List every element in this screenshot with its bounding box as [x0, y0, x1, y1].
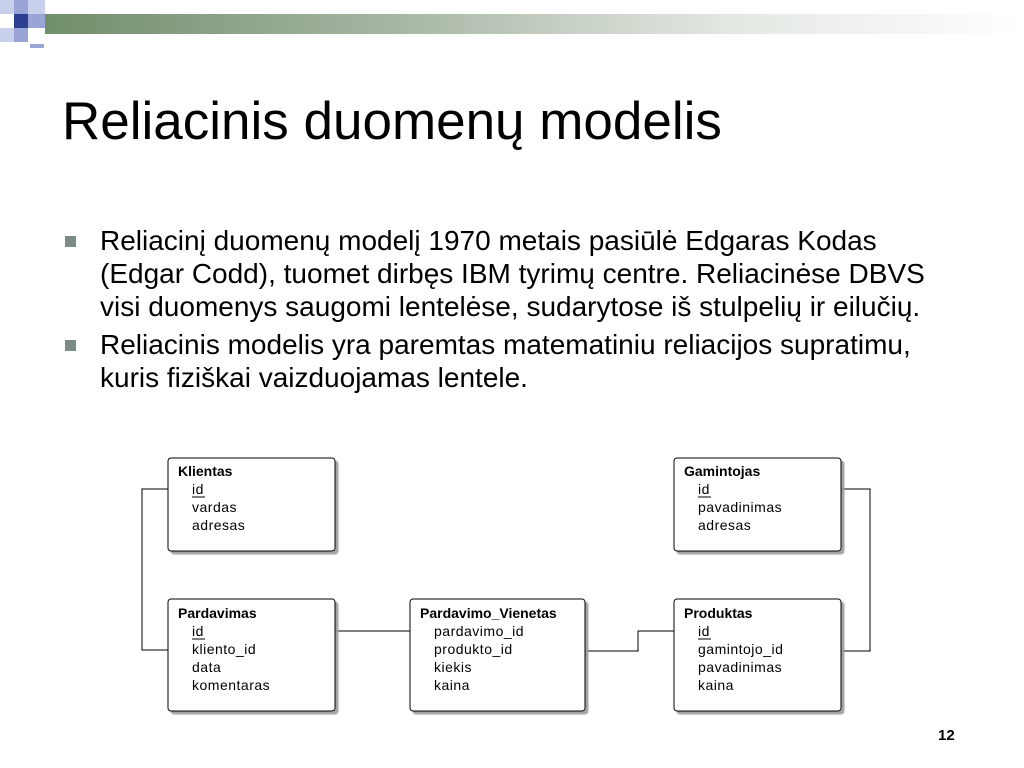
entity-field: gamintojo_id — [698, 641, 784, 657]
entity-field: vardas — [192, 499, 238, 515]
bullet-square-icon — [65, 340, 76, 351]
slide-title: Reliacinis duomenų modelis — [62, 92, 722, 151]
bullet-item — [62, 328, 962, 394]
deco-square — [0, 14, 14, 28]
bullet-square-icon — [65, 236, 76, 247]
bullet-text: Reliacinis modelis yra paremtas matematiniu reliacijos supratimu, kuris fiziškai vaizduojamas lentele. — [100, 329, 911, 393]
entity-produktas — [674, 599, 841, 711]
entity-field: produkto_id — [434, 641, 513, 657]
bullet-text: Reliacinį duomenų modelį 1970 metais pasiūlė Edgaras Kodas (Edgar Codd), tuomet dirbęs IBM tyrimų centre. Reliacinėse DBVS visi duomenys saugomi lentelėse, sudarytose iš stulpelių ir eilučių. — [100, 225, 925, 322]
entity-field: adresas — [698, 517, 752, 533]
top-decoration-bar — [0, 0, 1024, 48]
gradient-band — [45, 14, 1024, 34]
entity-title: Pardavimo_Vienetas — [420, 605, 557, 621]
entity-title: Produktas — [684, 605, 753, 621]
er-diagram — [130, 450, 890, 730]
deco-square — [0, 0, 14, 14]
entity-field: pavadinimas — [698, 659, 783, 675]
bullet-list — [62, 224, 962, 399]
bullet-item — [62, 224, 962, 323]
deco-square — [28, 0, 45, 14]
entity-pardavimas — [168, 599, 335, 711]
entity-gamintojas — [674, 458, 841, 551]
deco-square — [0, 28, 14, 42]
entity-field: pardavimo_id — [434, 623, 525, 639]
entity-field: id — [698, 623, 710, 639]
entity-field: kaina — [698, 677, 734, 693]
entity-title: Pardavimas — [178, 605, 257, 621]
entity-field: kiekis — [434, 659, 473, 675]
entity-field: id — [192, 623, 204, 639]
deco-square — [28, 14, 45, 28]
entity-field: id — [192, 481, 204, 497]
deco-square — [14, 14, 28, 28]
deco-square — [14, 28, 28, 42]
entity-field: kaina — [434, 677, 470, 693]
page-number: 12 — [938, 727, 955, 744]
entity-field: adresas — [192, 517, 246, 533]
entity-field: kliento_id — [192, 641, 257, 657]
entity-title: Gamintojas — [684, 463, 761, 479]
entity-title: Klientas — [178, 463, 233, 479]
deco-square — [14, 0, 28, 14]
entity-field: id — [698, 481, 710, 497]
entity-field: data — [192, 659, 222, 675]
deco-square — [30, 44, 44, 48]
entity-field: pavadinimas — [698, 499, 783, 515]
entity-pardavimo-vienetas — [410, 599, 585, 711]
entity-klientas — [168, 458, 335, 551]
entity-field: komentaras — [192, 677, 271, 693]
